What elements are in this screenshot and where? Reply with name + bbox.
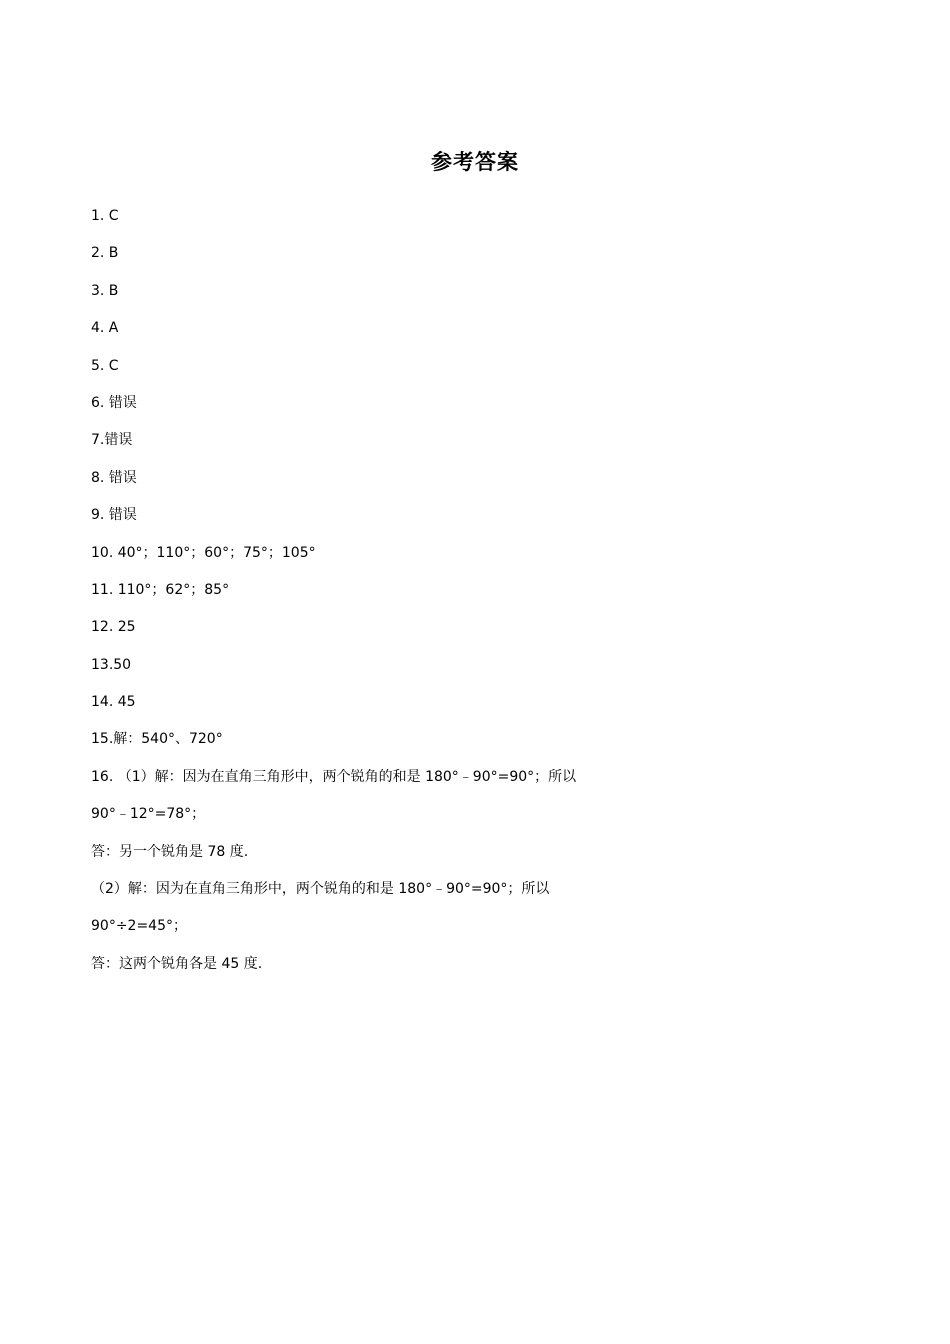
answer-line: 7.错误 — [91, 432, 133, 449]
answer-line: 10. 40°；110°；60°；75°；105° — [91, 544, 316, 561]
answer-line: 答：另一个锐角是 78 度. — [91, 843, 249, 860]
answer-line: 6. 错误 — [91, 394, 137, 411]
answer-line: 13.50 — [91, 656, 132, 673]
answer-line: 90°﹣12°=78°； — [91, 806, 206, 823]
answer-line: 12. 25 — [91, 619, 136, 636]
answer-list — [91, 203, 871, 988]
answer-line: 90°÷2=45°； — [91, 918, 187, 935]
page-title: 参考答案 — [431, 150, 519, 174]
answer-line: 2. B — [91, 245, 119, 262]
answer-line: （2）解：因为在直角三角形中，两个锐角的和是 180°﹣90°=90°；所以 — [91, 881, 550, 898]
answer-line: 9. 错误 — [91, 507, 137, 524]
answer-line: 14. 45 — [91, 694, 136, 711]
answer-line: 15.解：540°、720° — [91, 731, 223, 748]
answer-line: 答：这两个锐角各是 45 度. — [91, 955, 263, 972]
answer-line: 11. 110°；62°；85° — [91, 581, 230, 598]
answer-line: 3. B — [91, 282, 119, 299]
answer-line: 1. C — [91, 208, 119, 224]
answer-line: 5. C — [91, 357, 119, 374]
answer-line: 16. （1）解：因为在直角三角形中，两个锐角的和是 180°﹣90°=90°；所以 — [91, 768, 577, 785]
answer-line: 4. A — [91, 320, 119, 337]
answer-line: 8. 错误 — [91, 469, 137, 486]
